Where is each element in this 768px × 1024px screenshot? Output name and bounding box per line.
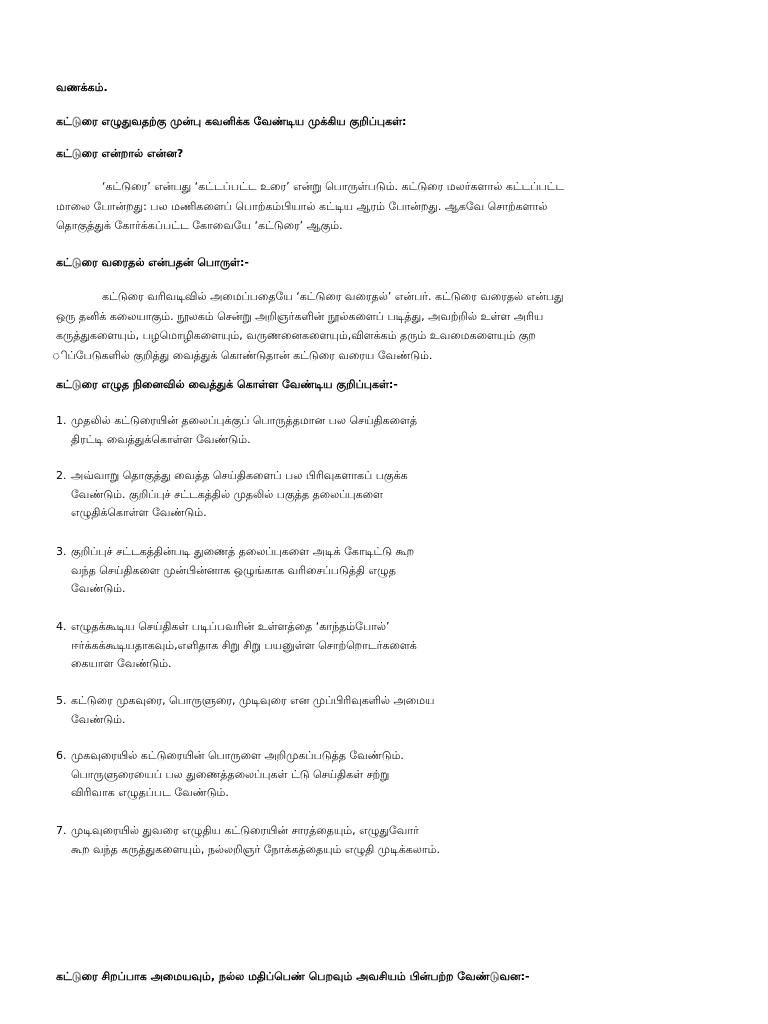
list-item-number: 3. — [56, 545, 67, 558]
list-item-line: அவ்வாறு தொகுத்து வைத்த செய்திகளைப் பல பிரிவுகளாகப் பகுக்க — [71, 469, 408, 482]
definition-line: தொகுத்துக் கோர்க்கப்பட்ட கோவையே ‘கட்டுரை’ ஆகும். — [56, 219, 343, 232]
list-item-line: குறிப்புச் சட்டகத்தின்படி துணைத் தலைப்புகளை அடிக் கோடிட்டு கூற — [71, 545, 415, 558]
list-item-number: 4. — [56, 620, 67, 633]
list-item-line: கூற வந்த கருத்துகளையும், நல்லறிஞர் நோக்கத்தையும் எழுதி முடிக்கலாம். — [71, 842, 441, 856]
list-item-line: வேண்டும். — [71, 582, 126, 595]
definition-paragraph — [56, 177, 712, 236]
list-item-line: எழுதக்கூடிய செய்திகள் படிப்பவரின் உள்ளத்தை ‘காந்தம்போல்’ — [71, 620, 390, 633]
list-item-line: ஈர்க்கக்கூடியதாகவும்,எளிதாக சிறு சிறு பயனுள்ள சொற்றொடர்களைக் — [71, 638, 417, 652]
definition-line: ‘கட்டுரை’ என்பது ‘கட்டப்பட்ட உரை’ என்று பொருள்படும். கட்டுரை மலர்களால் கட்டப்பட்ட — [102, 180, 565, 193]
list-item-number: 2. — [56, 469, 67, 482]
list-item-line: முகவுரையில் கட்டுரையின் பொருளை அறிமுகப்படுத்த வேண்டும். — [71, 749, 404, 762]
list-item-number: 5. — [56, 694, 67, 707]
list-item-line: வந்த செய்திகளை முன்பின்னாக ஒழுங்காக வரிசைப்படுத்தி எழுத — [71, 563, 396, 577]
list-item-number: 7. — [56, 824, 67, 837]
meaning-line: ஒரு தனிக் கலையாகும். நூலகம் சென்று அறிஞர்களின் நூல்களைப் படித்து, அவற்றில் உள்ள அரிய — [56, 309, 544, 323]
main-heading: கட்டுரை எழுதுவதற்கு முன்பு கவனிக்க வேண்டிய முக்கிய குறிப்புகள்: — [56, 115, 407, 128]
list-item-number: 6. — [56, 749, 67, 762]
bottom-heading: கட்டுரை சிறப்பாக அமையவும், நல்ல மதிப்பெண் பெறவும் அவசியம் பின்பற்ற வேண்டுவன:- — [56, 970, 530, 983]
list-item-line: கட்டுரை முகவுரை, பொருளுரை, முடிவுரை என முப்பிரிவுகளில் அமைய — [71, 694, 435, 707]
list-item-line: கையாள வேண்டும். — [71, 657, 172, 670]
list-item-line: திரட்டி வைத்துக்கொள்ள வேண்டும். — [71, 432, 251, 446]
greeting: வணக்கம். — [56, 81, 108, 94]
meaning-line: கருத்துகளையும், பழமொழிகளையும், வருணனைகளையும்,விளக்கம் தரும் உவமைகளையும் குற — [56, 329, 536, 342]
list-item-number: 1. — [56, 414, 67, 427]
meaning-line: கட்டுரை வரிவடிவில் அமைப்பதையே ‘கட்டுரை வரைதல்’ என்பர். கட்டுரை வரைதல் என்பது — [102, 290, 564, 303]
list-item-line: பொருளுரையைப் பல துணைத்தலைப்புகள் ட்டு செய்திகள் சற்று — [71, 767, 390, 781]
list-item-line: எழுதிக்கொள்ள வேண்டும். — [71, 506, 207, 519]
tips-heading: கட்டுரை எழுத நினைவில் வைத்துக் கொள்ள வேண்டிய குறிப்புகள்:- — [56, 378, 398, 391]
what-is-essay-heading: கட்டுரை என்றால் என்ன? — [56, 147, 184, 160]
list-item-line: வேண்டும். — [71, 712, 126, 726]
list-item-line: விரிவாக எழுதப்பட வேண்டும். — [71, 786, 229, 799]
list-item-line: முடிவுரையில் துவரை எழுதிய கட்டுரையின் சாரத்தையும், எழுதுவோர் — [71, 824, 419, 837]
meaning-heading: கட்டுரை வரைதல் என்பதன் பொருள்:- — [56, 256, 249, 269]
meaning-paragraph — [52, 287, 712, 365]
meaning-line: ிப்பேடுகளில் குறித்து வைத்துக் கொண்டுதான் கட்டுரை வரைய வேண்டும். — [52, 348, 433, 362]
definition-line: மாலை போன்றது: பல மணிகளைப் பொற்கம்பியால் கட்டிய ஆரம் போன்றது. ஆகவே சொற்களால் — [56, 199, 548, 213]
list-item-line: வேண்டும். குறிப்புச் சட்டகத்தில் முதலில் பகுத்த தலைப்புகளை — [71, 487, 383, 501]
list-item-line: முதலில் கட்டுரையின் தலைப்புக்குப் பொருத்தமான பல செய்திகளைத் — [71, 414, 418, 427]
